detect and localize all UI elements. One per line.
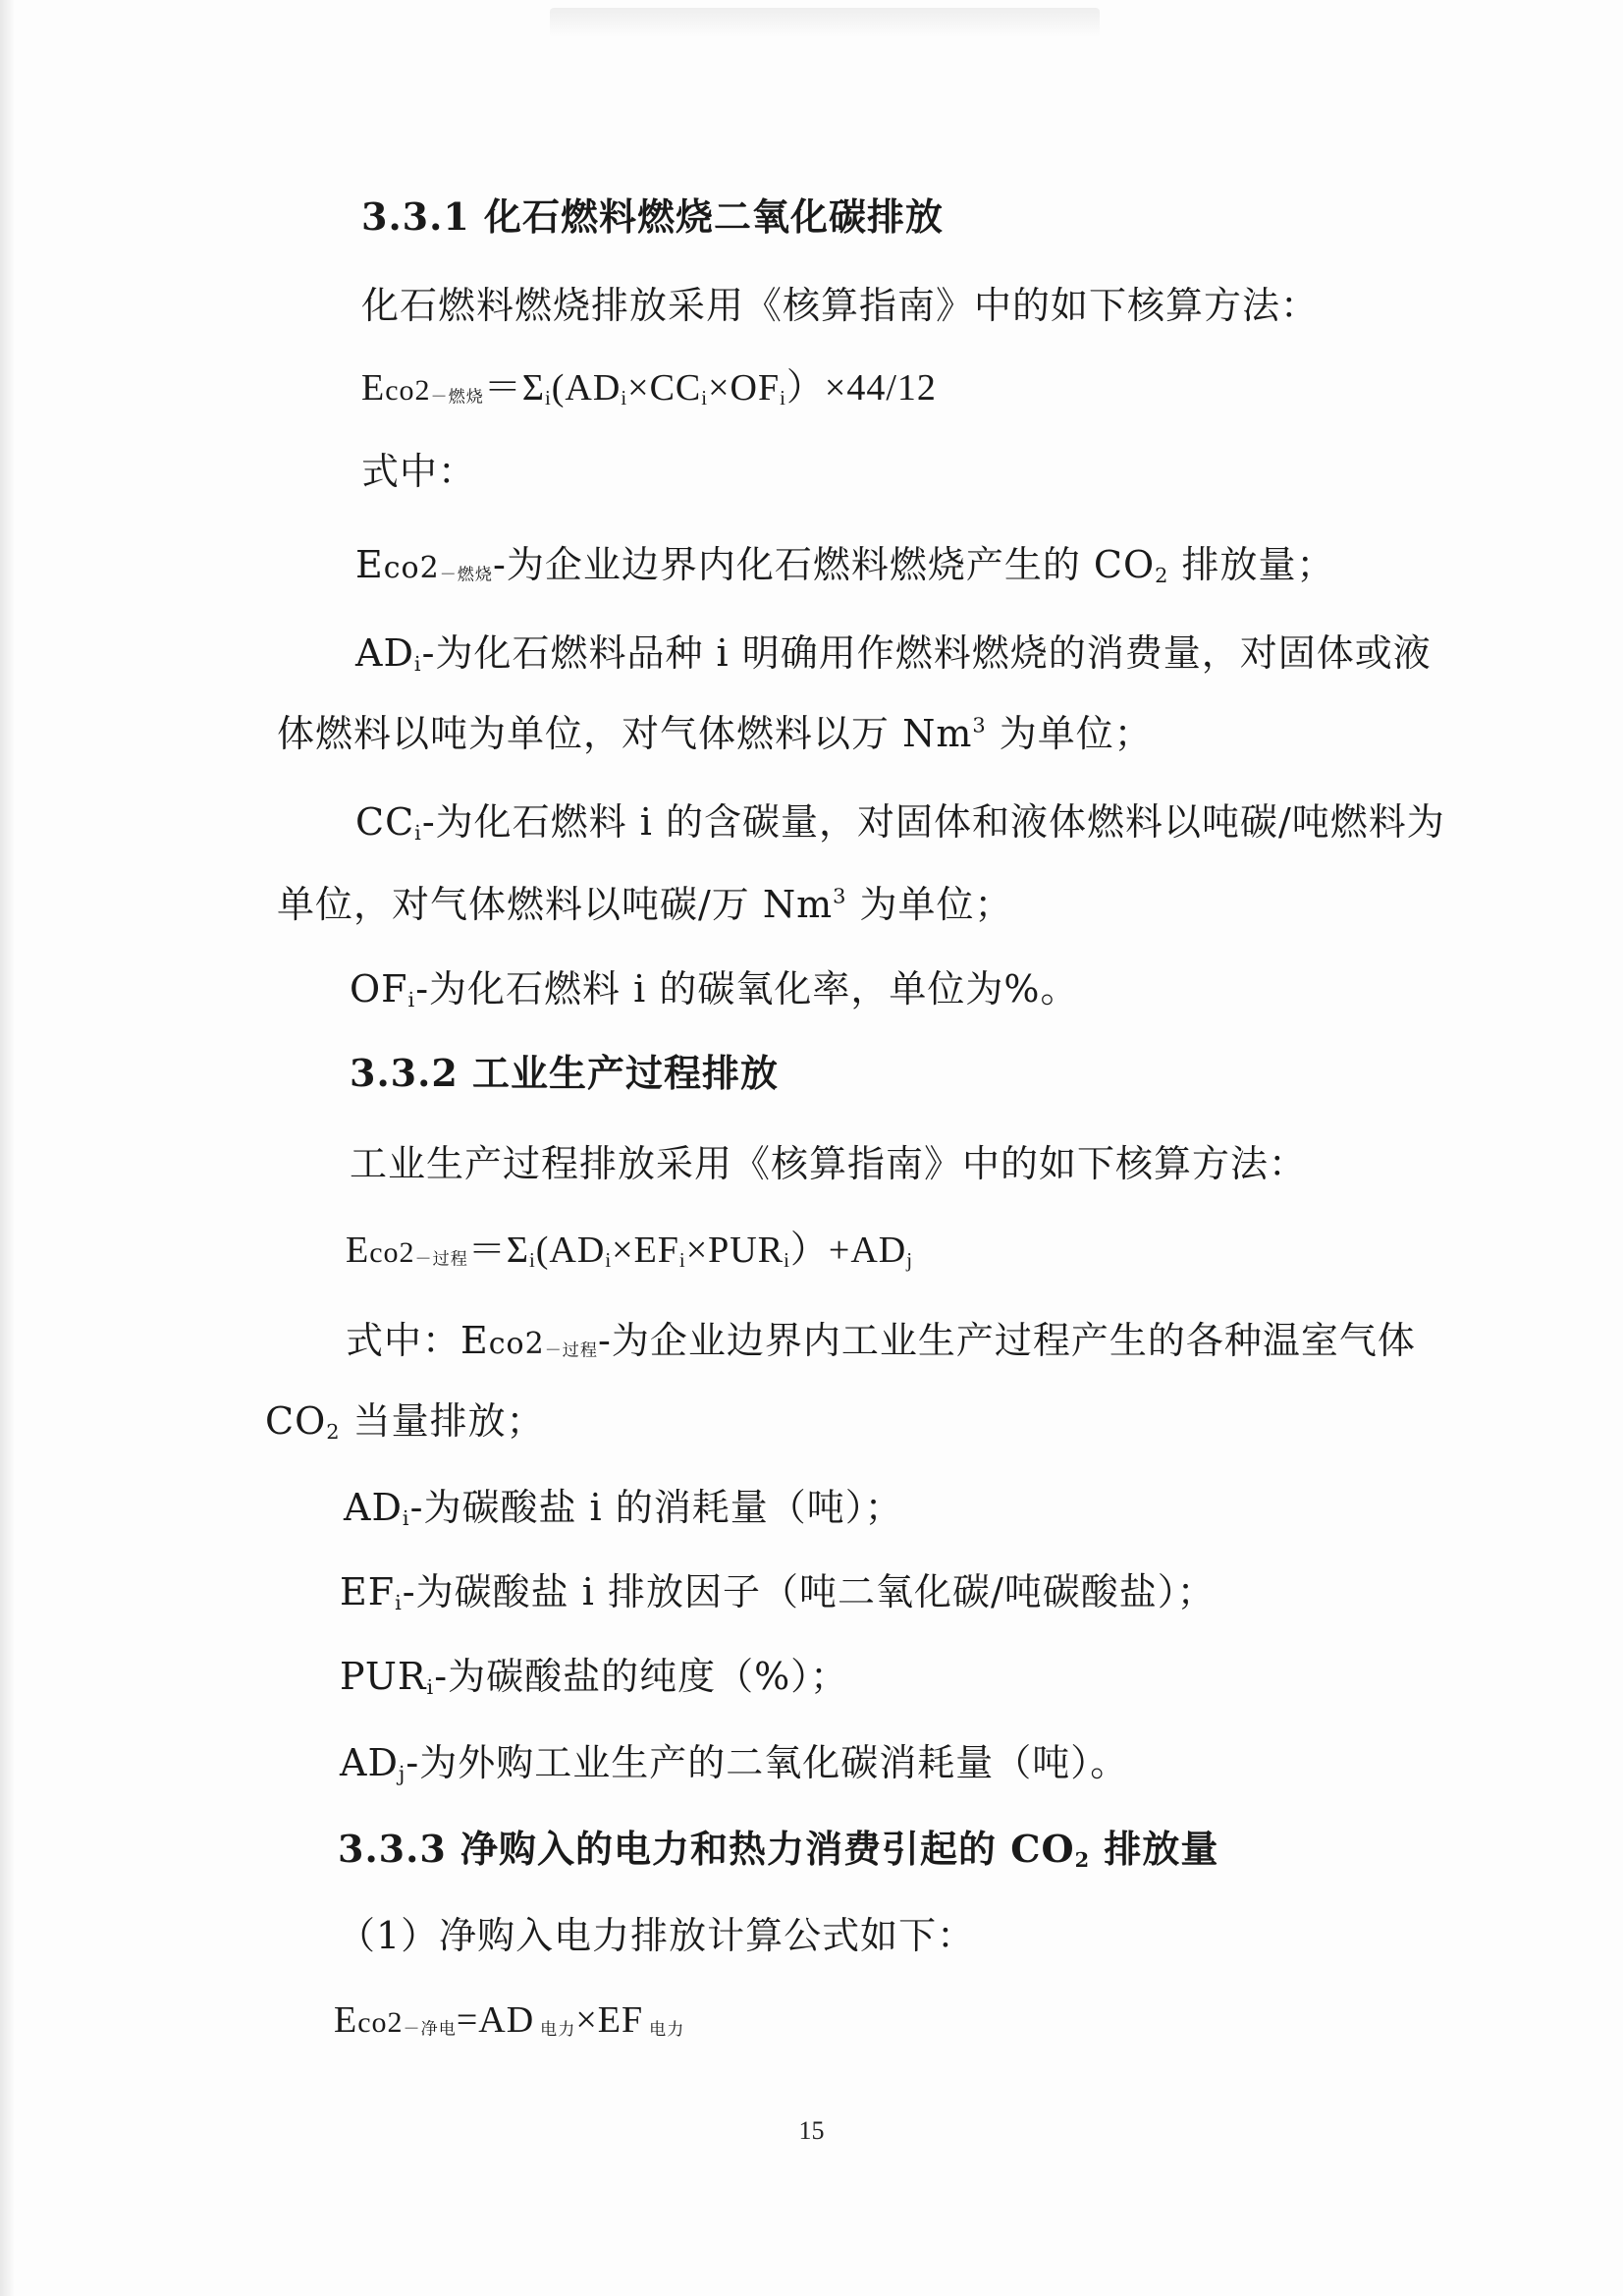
section-331-intro: 化石燃料燃烧排放采用《核算指南》中的如下核算方法：: [361, 284, 1320, 327]
definition-of: $OF_i-$为化石燃料 i 的碳氧化率，单位为%。: [350, 967, 1079, 1012]
formula-process: Eco2－过程$=\Sigma_i(AD_i\times EF_i\times PUR_i)+AD_j$: [346, 1230, 914, 1273]
section-heading-331: 3.3.1 化石燃料燃烧二氧化碳排放: [361, 194, 945, 239]
item-1-electricity: （1）净购入电力排放计算公式如下：: [338, 1914, 976, 1957]
section-332-intro: 工业生产过程排放采用《核算指南》中的如下核算方法：: [350, 1142, 1308, 1185]
definition-pur: $PUR_i-$为碳酸盐的纯度（%）；: [340, 1655, 849, 1700]
definition-e-combustion: Eco2－燃烧-为企业边界内化石燃料燃烧产生的 $CO_2$ 排放量；: [355, 543, 1335, 588]
definition-adj: $AD_j-$为外购工业生产的二氧化碳消耗量（吨）。: [340, 1741, 1129, 1786]
section-heading-332: 3.3.2 工业生产过程排放: [350, 1051, 780, 1095]
formula-combustion: Eco2－燃烧$=\Sigma_i(AD_i\times CC_i\times OF_i)\times 44/12$: [361, 367, 937, 410]
section-heading-333: 3.3.3 净购入的电力和热力消费引起的 $CO_2$ 排放量: [338, 1827, 1219, 1873]
definition-ad-line-1: $AD_i-$为化石燃料品种 i 明确用作燃料燃烧的消费量，对固体或液: [355, 631, 1432, 677]
scan-edge-shadow: [0, 0, 14, 2296]
definition-ad-line-2: 体燃料以吨为单位，对气体燃料以万 Nm$^3$ 为单位；: [277, 712, 1153, 755]
page-number: 15: [798, 2116, 825, 2145]
definition-ad-carbonate: $AD_i-$为碳酸盐 i 的消耗量（吨）；: [344, 1486, 903, 1531]
definition-ef-carbonate: $EF_i-$为碳酸盐 i 排放因子（吨二氧化碳/吨碳酸盐）；: [340, 1570, 1216, 1615]
definition-e-process-line-1: 式中：Eco2－过程-为企业边界内工业生产过程产生的各种温室气体: [346, 1319, 1416, 1362]
where-label: 式中：: [361, 450, 477, 493]
definition-cc-line-2: 单位，对气体燃料以吨碳/万 Nm$^3$ 为单位；: [277, 883, 1013, 926]
formula-net-electricity: Eco2－净电=AD 电力×EF 电力: [334, 1999, 685, 2041]
scan-top-artifact: [550, 8, 1100, 37]
definition-cc-line-1: $CC_i-$为化石燃料 i 的含碳量，对固体和液体燃料以吨碳/吨燃料为: [355, 800, 1445, 846]
definition-e-process-line-2: $CO_2$ 当量排放；: [265, 1399, 545, 1445]
